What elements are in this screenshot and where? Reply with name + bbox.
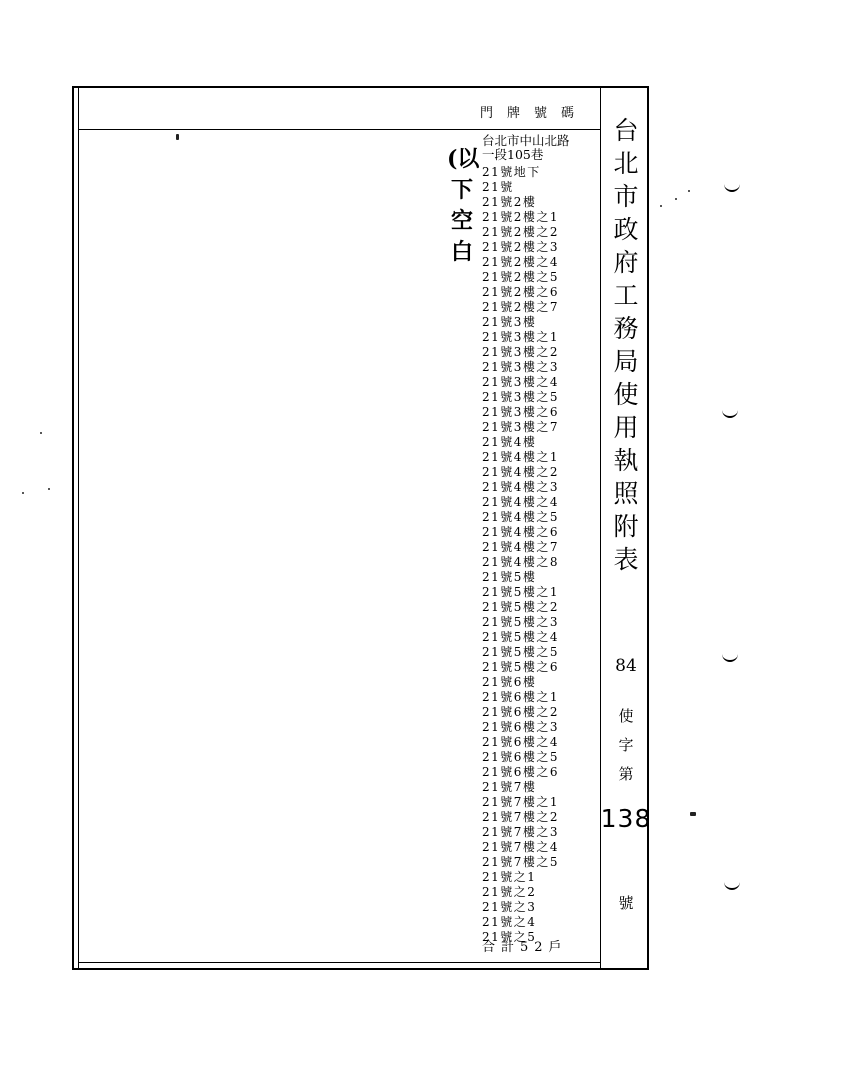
- title-char: 市: [613, 182, 639, 211]
- permit-label-char: 字: [618, 736, 634, 754]
- blank-note-char: 白: [450, 239, 473, 265]
- address-row: 21號之2: [482, 885, 537, 899]
- address-row: 21號4樓之2: [482, 465, 560, 479]
- frame-inner-line: [78, 88, 79, 968]
- scan-speck: [660, 205, 662, 207]
- address-row: 21號4樓之8: [482, 555, 560, 569]
- title-char: 用: [613, 413, 639, 442]
- title-char: 執: [613, 446, 639, 475]
- address-row: 21號2樓之2: [482, 225, 560, 239]
- scan-speck: [176, 134, 179, 140]
- title-column-divider: [600, 88, 601, 968]
- address-row: 21號5樓: [482, 570, 537, 584]
- address-row: 21號之3: [482, 900, 537, 914]
- address-row: 21號2樓之3: [482, 240, 560, 254]
- page-frame: [72, 86, 649, 970]
- address-row: 21號2樓: [482, 195, 537, 209]
- address-row: 21號5樓之1: [482, 585, 560, 599]
- address-row: 21號4樓之1: [482, 450, 560, 464]
- title-char: 務: [613, 314, 639, 343]
- address-row: 21號5樓之3: [482, 615, 560, 629]
- address-row: 21號7樓之4: [482, 840, 560, 854]
- permit-suffix: 號: [618, 894, 634, 912]
- address-row: 21號6樓之6: [482, 765, 560, 779]
- address-street-line: 台北市中山北路: [482, 133, 570, 148]
- footer-divider: [78, 962, 600, 963]
- address-row: 21號3樓之4: [482, 375, 560, 389]
- binding-hole-mark: [722, 652, 738, 662]
- address-row: 21號3樓: [482, 315, 537, 329]
- permit-number: 138: [600, 804, 652, 833]
- address-row: 21號4樓之3: [482, 480, 560, 494]
- scan-speck: [688, 190, 690, 192]
- binding-hole-mark: [724, 880, 740, 890]
- address-row: 21號4樓之6: [482, 525, 560, 539]
- address-row: 21號4樓之4: [482, 495, 560, 509]
- blank-note-char: (以: [447, 146, 480, 172]
- total-count: 合計52戶: [482, 940, 568, 955]
- address-row: 21號2樓之6: [482, 285, 560, 299]
- address-row: 21號之5: [482, 930, 537, 944]
- address-row: 21號6樓之5: [482, 750, 560, 764]
- address-row: 21號7樓之1: [482, 795, 560, 809]
- address-row: 21號5樓之5: [482, 645, 560, 659]
- blank-note-char: 下: [450, 177, 473, 203]
- address-row: 21號2樓之4: [482, 255, 560, 269]
- address-row: 21號3樓之7: [482, 420, 560, 434]
- title-char: 北: [613, 149, 639, 178]
- address-row: 21號2樓之7: [482, 300, 560, 314]
- title-char: 政: [613, 215, 639, 244]
- address-street: [482, 134, 594, 162]
- address-row: 21號4樓: [482, 435, 537, 449]
- permit-label-char: 第: [618, 765, 634, 783]
- address-row: 21號3樓之3: [482, 360, 560, 374]
- permit-year: 84: [615, 656, 637, 676]
- title-char: 府: [613, 248, 639, 277]
- address-list: [482, 165, 559, 945]
- address-row: 21號7樓之3: [482, 825, 560, 839]
- address-row: 21號3樓之1: [482, 330, 560, 344]
- address-row: 21號2樓之1: [482, 210, 560, 224]
- address-row: 21號3樓之5: [482, 390, 560, 404]
- address-row: 21號5樓之6: [482, 660, 560, 674]
- address-row: 21號3樓之6: [482, 405, 560, 419]
- address-row: 21號6樓之1: [482, 690, 560, 704]
- title-char: 台: [613, 116, 639, 145]
- address-row: 21號6樓之4: [482, 735, 560, 749]
- document-title: [608, 114, 644, 576]
- address-row: 21號6樓: [482, 675, 537, 689]
- scan-speck: [22, 492, 24, 494]
- address-row: 21號地下: [482, 165, 541, 179]
- header-divider: [78, 129, 600, 130]
- permit-label: [608, 702, 644, 789]
- address-row: 21號6樓之3: [482, 720, 560, 734]
- address-row: 21號3樓之2: [482, 345, 560, 359]
- scan-speck: [675, 198, 677, 200]
- address-row: 21號7樓: [482, 780, 537, 794]
- scan-speck: [40, 432, 42, 434]
- title-char: 照: [613, 479, 639, 508]
- title-char: 表: [613, 545, 639, 574]
- scan-speck: [48, 488, 50, 490]
- binding-hole-mark: [724, 182, 740, 192]
- address-row: 21號: [482, 180, 514, 194]
- address-row: 21號4樓之5: [482, 510, 560, 524]
- address-row: 21號之1: [482, 870, 537, 884]
- address-row: 21號7樓之5: [482, 855, 560, 869]
- title-char: 附: [613, 512, 639, 541]
- column-header: 門牌號碼: [480, 106, 589, 121]
- address-row: 21號2樓之5: [482, 270, 560, 284]
- blank-note-char: 空: [450, 208, 473, 234]
- address-row: 21號之4: [482, 915, 537, 929]
- title-char: 使: [613, 380, 639, 409]
- address-row: 21號7樓之2: [482, 810, 560, 824]
- address-street-line: 一段105巷: [482, 147, 544, 162]
- permit-label-char: 使: [618, 707, 634, 725]
- binding-hole-mark: [722, 408, 738, 418]
- scan-speck: [690, 812, 696, 816]
- address-row: 21號4樓之7: [482, 540, 560, 554]
- blank-below-note: [447, 144, 480, 268]
- address-row: 21號5樓之4: [482, 630, 560, 644]
- title-char: 局: [613, 347, 639, 376]
- address-row: 21號6樓之2: [482, 705, 560, 719]
- title-char: 工: [613, 281, 639, 310]
- address-row: 21號5樓之2: [482, 600, 560, 614]
